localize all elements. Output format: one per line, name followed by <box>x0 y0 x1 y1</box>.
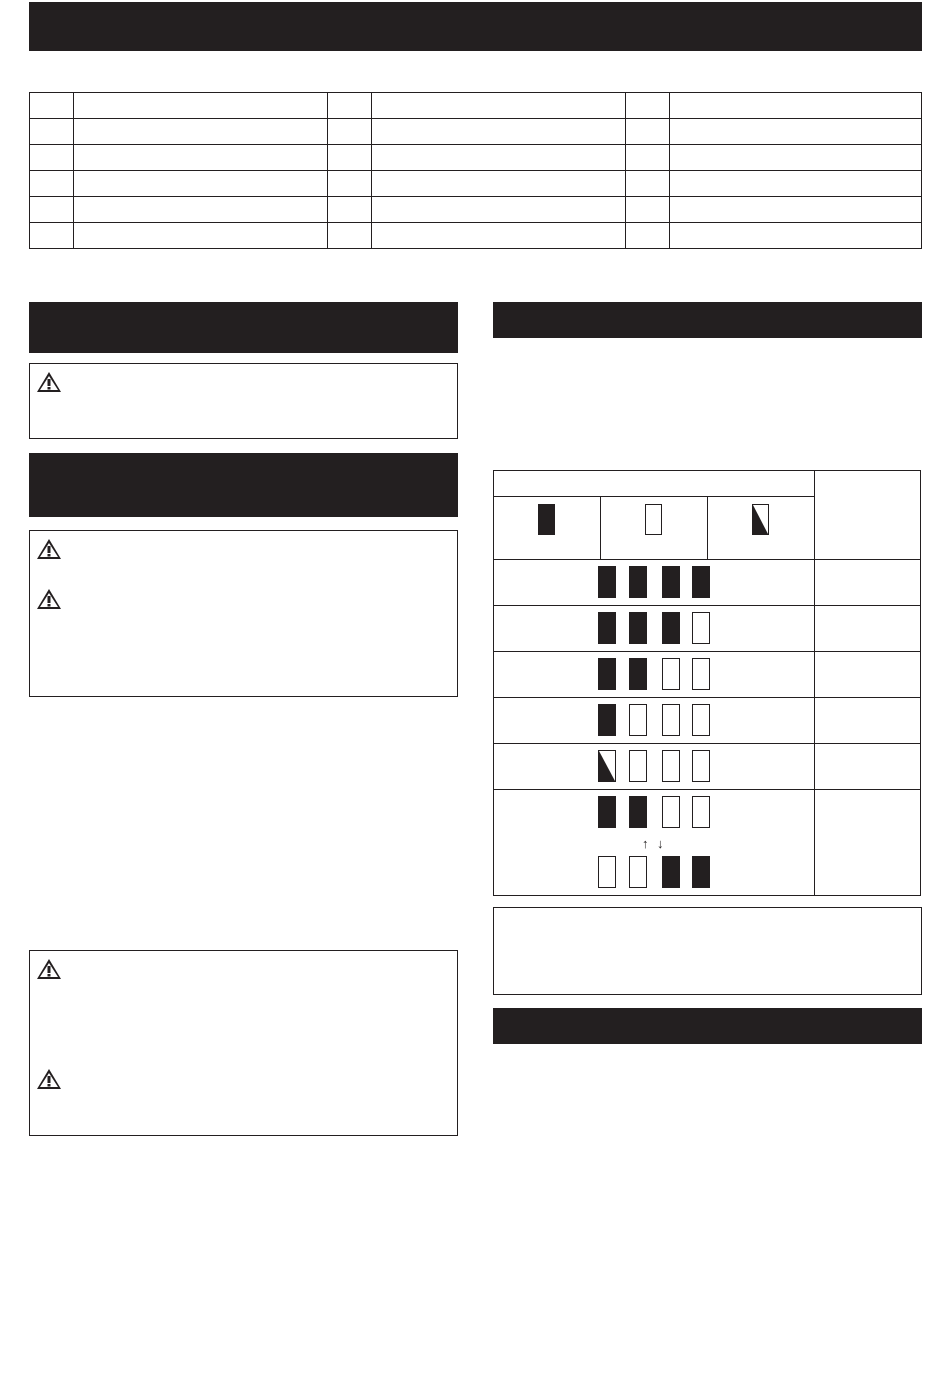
warning-triangle-icon <box>36 538 62 560</box>
indicator-lamp <box>662 856 680 888</box>
warning-triangle-icon <box>36 371 62 393</box>
indicator-lamp <box>692 704 710 736</box>
spec-cell <box>30 145 74 171</box>
indicator-lamp <box>598 658 616 690</box>
indicator-lamp <box>692 612 710 644</box>
spec-row <box>30 93 922 119</box>
spec-cell <box>626 171 670 197</box>
indicator-lamp <box>662 566 680 598</box>
spec-cell <box>670 197 922 223</box>
indicator-lamp <box>662 612 680 644</box>
battery-indicator-table <box>493 470 921 896</box>
section-title-3 <box>493 302 922 318</box>
legend-lamp-off <box>645 504 662 535</box>
spec-cell <box>74 197 328 223</box>
spec-cell <box>328 197 372 223</box>
warning-box-1 <box>29 363 458 439</box>
divider <box>494 496 814 497</box>
indicator-lamp <box>598 750 616 782</box>
spec-row <box>30 119 922 145</box>
arrow-down-icon: ↓ <box>657 836 664 851</box>
divider <box>494 743 920 744</box>
spec-cell <box>372 223 626 249</box>
indicator-lamp <box>598 566 616 598</box>
note-box <box>493 907 922 995</box>
page-header-bar <box>29 2 922 51</box>
spec-cell <box>372 197 626 223</box>
spec-cell <box>372 93 626 119</box>
indicator-lamp <box>692 856 710 888</box>
spec-cell <box>74 223 328 249</box>
indicator-lamp <box>629 704 647 736</box>
spec-cell <box>626 93 670 119</box>
indicator-lamp <box>629 856 647 888</box>
spec-cell <box>626 197 670 223</box>
warning-triangle-icon <box>36 588 62 610</box>
indicator-lamp <box>662 796 680 828</box>
arrow-up-icon: ↑ <box>642 836 649 851</box>
spec-cell <box>74 145 328 171</box>
spec-cell <box>670 145 922 171</box>
indicator-lamp <box>692 750 710 782</box>
right-intro-text <box>493 350 922 455</box>
spec-cell <box>670 171 922 197</box>
spec-cell <box>328 223 372 249</box>
spec-cell <box>328 171 372 197</box>
spec-row <box>30 197 922 223</box>
indicator-lamp <box>692 658 710 690</box>
indicator-lamp <box>662 704 680 736</box>
divider <box>814 471 815 895</box>
spec-cell <box>30 119 74 145</box>
indicator-lamp <box>598 704 616 736</box>
warning-triangle-icon <box>36 1068 62 1090</box>
spec-cell <box>30 197 74 223</box>
spec-cell <box>670 93 922 119</box>
warning-triangle-icon <box>36 958 62 980</box>
specifications-table <box>29 92 922 249</box>
indicator-lamp <box>598 856 616 888</box>
indicator-lamp <box>629 658 647 690</box>
indicator-lamp <box>598 796 616 828</box>
divider <box>600 496 601 559</box>
spec-cell <box>30 223 74 249</box>
spec-cell <box>74 119 328 145</box>
page-header-title <box>29 2 922 18</box>
divider <box>494 651 920 652</box>
spec-row <box>30 223 922 249</box>
spec-cell <box>328 119 372 145</box>
indicator-lamp <box>629 612 647 644</box>
indicator-lamp <box>662 750 680 782</box>
spec-cell <box>328 93 372 119</box>
divider <box>707 496 708 559</box>
section-bar-3 <box>493 302 922 338</box>
section-title-1 <box>29 302 458 318</box>
divider <box>494 605 920 606</box>
spec-cell <box>372 119 626 145</box>
spec-row <box>30 171 922 197</box>
spec-cell <box>626 145 670 171</box>
spec-cell <box>74 93 328 119</box>
left-body-text <box>29 712 458 937</box>
spec-cell <box>372 171 626 197</box>
indicator-lamp <box>662 658 680 690</box>
warning-box-2 <box>29 530 458 697</box>
section-title-2 <box>29 453 458 469</box>
spec-cell <box>670 119 922 145</box>
warning-box-3 <box>29 950 458 1136</box>
spec-row <box>30 145 922 171</box>
spec-cell <box>30 171 74 197</box>
indicator-lamp <box>629 566 647 598</box>
indicator-lamp <box>598 612 616 644</box>
spec-cell <box>328 145 372 171</box>
divider <box>494 559 920 560</box>
divider <box>494 697 920 698</box>
spec-cell <box>626 119 670 145</box>
spec-cell <box>626 223 670 249</box>
spec-cell <box>30 93 74 119</box>
spec-cell <box>372 145 626 171</box>
indicator-lamp <box>692 796 710 828</box>
indicator-lamp <box>629 750 647 782</box>
section-title-4 <box>493 1008 922 1024</box>
spec-cell <box>670 223 922 249</box>
section-bar-2 <box>29 453 458 517</box>
legend-lamp-on <box>538 504 555 535</box>
indicator-lamp <box>692 566 710 598</box>
indicator-lamp <box>629 796 647 828</box>
section-bar-1 <box>29 302 458 353</box>
divider <box>494 789 920 790</box>
spec-cell <box>74 171 328 197</box>
section-bar-4 <box>493 1008 922 1044</box>
legend-lamp-blinking <box>752 504 769 535</box>
